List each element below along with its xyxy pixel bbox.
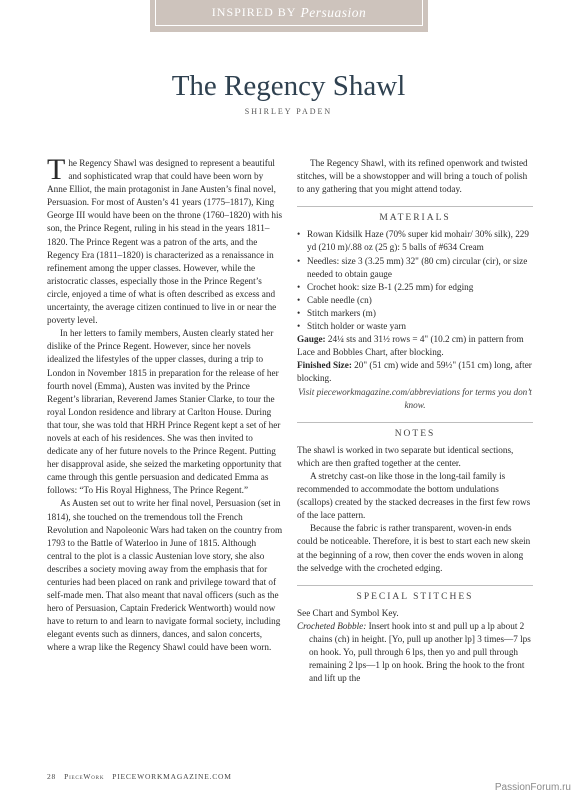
list-item: • Crochet hook: size B-1 (2.25 mm) for edging [297,281,474,292]
watermark: PassionForum.ru [494,782,571,793]
banner-prefix: INSPIRED BY [211,5,297,19]
finished-size: Finished Size: 20" (51 cm) wide and 59½" (151 cm) long, after blocking. [297,360,532,384]
list-item: • Stitch markers (m) [297,307,376,318]
header-banner [150,0,428,32]
list-item: • Stitch holder or waste yarn [297,321,406,332]
materials-list [297,228,533,333]
intro-paragraph: The Regency Shawl, with its refined openwork and twisted stitches, will be a showstopper and will bring a touch of polish to any gathering that you might attend today. [297,158,528,195]
magazine-site: PIECEWORKMAGAZINE.COM [112,772,232,781]
note-1: The shawl is worked in two separate but identical sections, which are then grafted together at the center. [297,444,514,468]
paragraph-2: In her letters to family members, Austen clearly stated her dislike of the Prince Regent. However, since her novels idealized the lifestyles of the upper classes, during a trip to London in November 1815 in preparation for the release of her fourth novel (Emma), Austen was invited by the Prince Regent’s librarian, Reverend James Stanier Clarke, to tour the royal London residence and library at Carlton House. During that tour, she was told that HRH Prince Regent kept a set of her novels at each of his residences. She was then invited to dedicate any of her future novels to the Prince Regent. Putting her disapproval aside, she seized the marketing opportunity that came through this gentle persuasion and dedicated Emma as follows: “To His Royal Highness, The Prince Regent.” [47,328,282,496]
crocheted-bobble: Crocheted Bobble: Insert hook into st and pull up a lp about 2 chains (ch) in height. [Yo, pull up another lp] 3 times—7 lps on hook. Yo, pull through 6 lps, then yo and pull through remaining 2 lps—1 lp on hook. Bring the hook to the front and lift up the [297,620,531,684]
notes-heading: NOTES [297,422,533,441]
page-footer [47,772,232,781]
left-column [47,153,283,655]
banner-frame [155,0,423,26]
note-2: A stretchy cast-on like those in the long-tail family is recommended to accommodate the bottom undulations (scallops) created by the stacked decreases in the first few rows of the lace pattern. [297,470,531,521]
special-stitches-intro: See Chart and Symbol Key. [297,607,399,618]
list-item: • Cable needle (cn) [297,294,372,305]
page-number: 28 [47,772,57,781]
abbreviations-note: Visit pieceworkmagazine.com/abbreviations for terms you don’t know. [298,386,532,410]
paragraph-1: The Regency Shawl was designed to represent a beautiful and sophisticated wrap that could have been worn by Anne Elliot, the main protagonist in Jane Austen’s final novel, Persuasion. For most of Austen’s 41 years (1775–1817), King George III would have been on the throne (1760–1820) with his son, the Prince Regent, ruling in his stead in the years 1811–1820. The Prince Regent was a patron of the arts, and the Regency Era (1811–1820) is characterized as a renaissance in refinement among the upper classes. However, while the aristocratic classes, especially those in the Prince Regent’s circle, enjoyed a time of what is often described as excess and uncertainty, the average citizen continued to live in or near the poverty level. [47,153,283,326]
list-item: • Rowan Kidsilk Haze (70% super kid mohair/ 30% silk), 229 yd (210 m)/.88 oz (25 g): 5 balls of #634 Cream [297,229,529,253]
special-stitches-heading: SPECIAL STITCHES [297,585,533,604]
article-title: The Regency Shawl [171,70,406,102]
note-3: Because the fabric is rather transparent, woven-in ends could be noticeable. Therefore, it is best to start each new skein at the beginning of a row, then cover the ends woven in along the selvedge with the crocheted edging. [297,523,531,573]
magazine-name: PieceWork [64,772,105,781]
drop-cap: T [47,153,66,186]
right-column [297,157,533,685]
gauge: Gauge: 24¼ sts and 31½ rows = 4" (10.2 cm) in pattern from Lace and Bobbles Chart, after blocking. [297,334,524,358]
list-item: • Needles: size 3 (3.25 mm) 32" (80 cm) circular (cir), or size needed to obtain gauge [297,255,528,279]
paragraph-3: As Austen set out to write her final novel, Persuasion (set in 1814), she touched on the tremendous toll the French Revolution and Napoleonic Wars had taken on the country from 1793 to the Battle of Waterloo in June of 1815. Although central to the plot is a classic Austenian love story, she also describes a society moving away from the emphasis that for centuries had been placed on rank and privilege toward that of self-made men. That also meant that naval officers (such as the hero of Persuasion, Captain Frederick Wentworth) would now have to return to and learn to navigate formal society, including elegant events such as dinners, dances, and salon concerts, where a wrap like the Regency Shawl could have been worn. [47,498,283,653]
materials-heading: MATERIALS [297,206,533,225]
article-author: SHIRLEY PADEN [244,107,333,116]
banner-novel: Persuasion [300,4,367,20]
